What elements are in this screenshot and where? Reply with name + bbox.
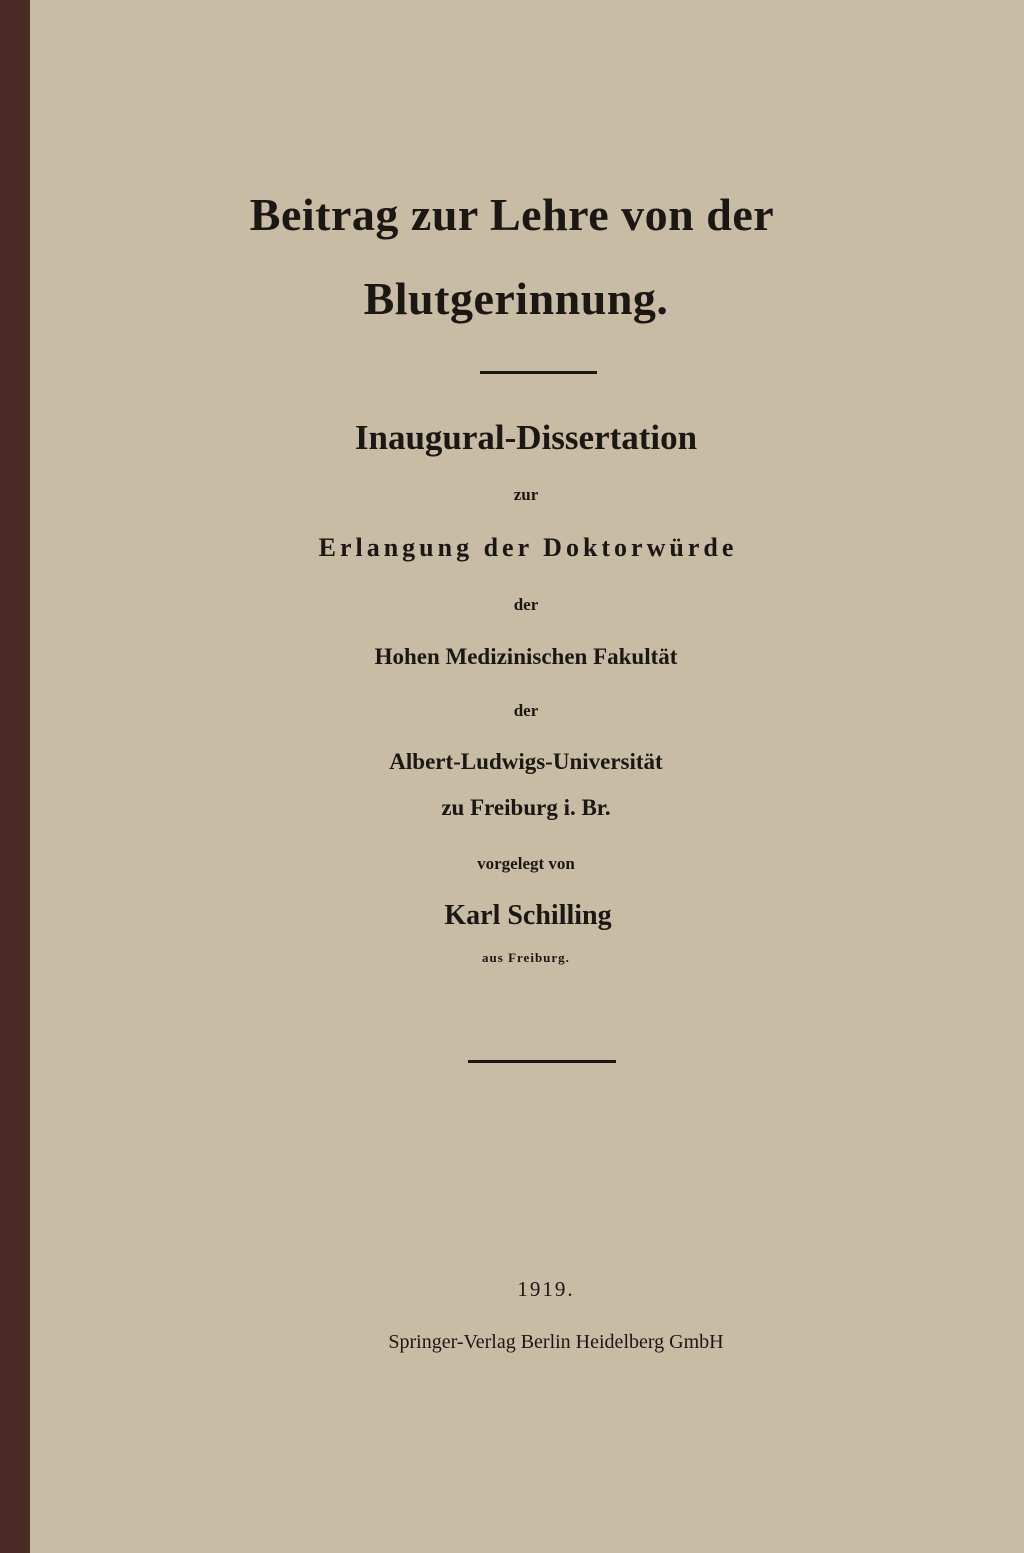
- zur-text: zur: [513, 485, 539, 504]
- dissertation-heading: Inaugural-Dissertation: [354, 418, 698, 457]
- vorgelegt-line: vorgelegt von: [477, 854, 575, 873]
- author-name: Karl Schilling: [444, 900, 612, 931]
- erlangung-line: Erlangung der Doktorwürde: [318, 533, 738, 562]
- universitaet-line: Albert-Ludwigs-Universität: [389, 749, 663, 774]
- top-divider: [480, 371, 597, 374]
- ort-line: zu Freiburg i. Br.: [441, 795, 611, 820]
- fakultaet-line: Hohen Medizinischen Fakultät: [374, 644, 678, 669]
- der-text-1: der: [513, 595, 539, 614]
- publisher-line: Springer-Verlag Berlin Heidelberg GmbH: [388, 1331, 724, 1353]
- publication-year: 1919.: [517, 1277, 575, 1301]
- title-line-1: Beitrag zur Lehre von der: [249, 189, 775, 240]
- author-origin: aus Freiburg.: [482, 950, 570, 965]
- der-text-2: der: [513, 701, 539, 720]
- bottom-divider: [468, 1060, 616, 1063]
- title-line-2: Blutgerinnung.: [363, 273, 669, 324]
